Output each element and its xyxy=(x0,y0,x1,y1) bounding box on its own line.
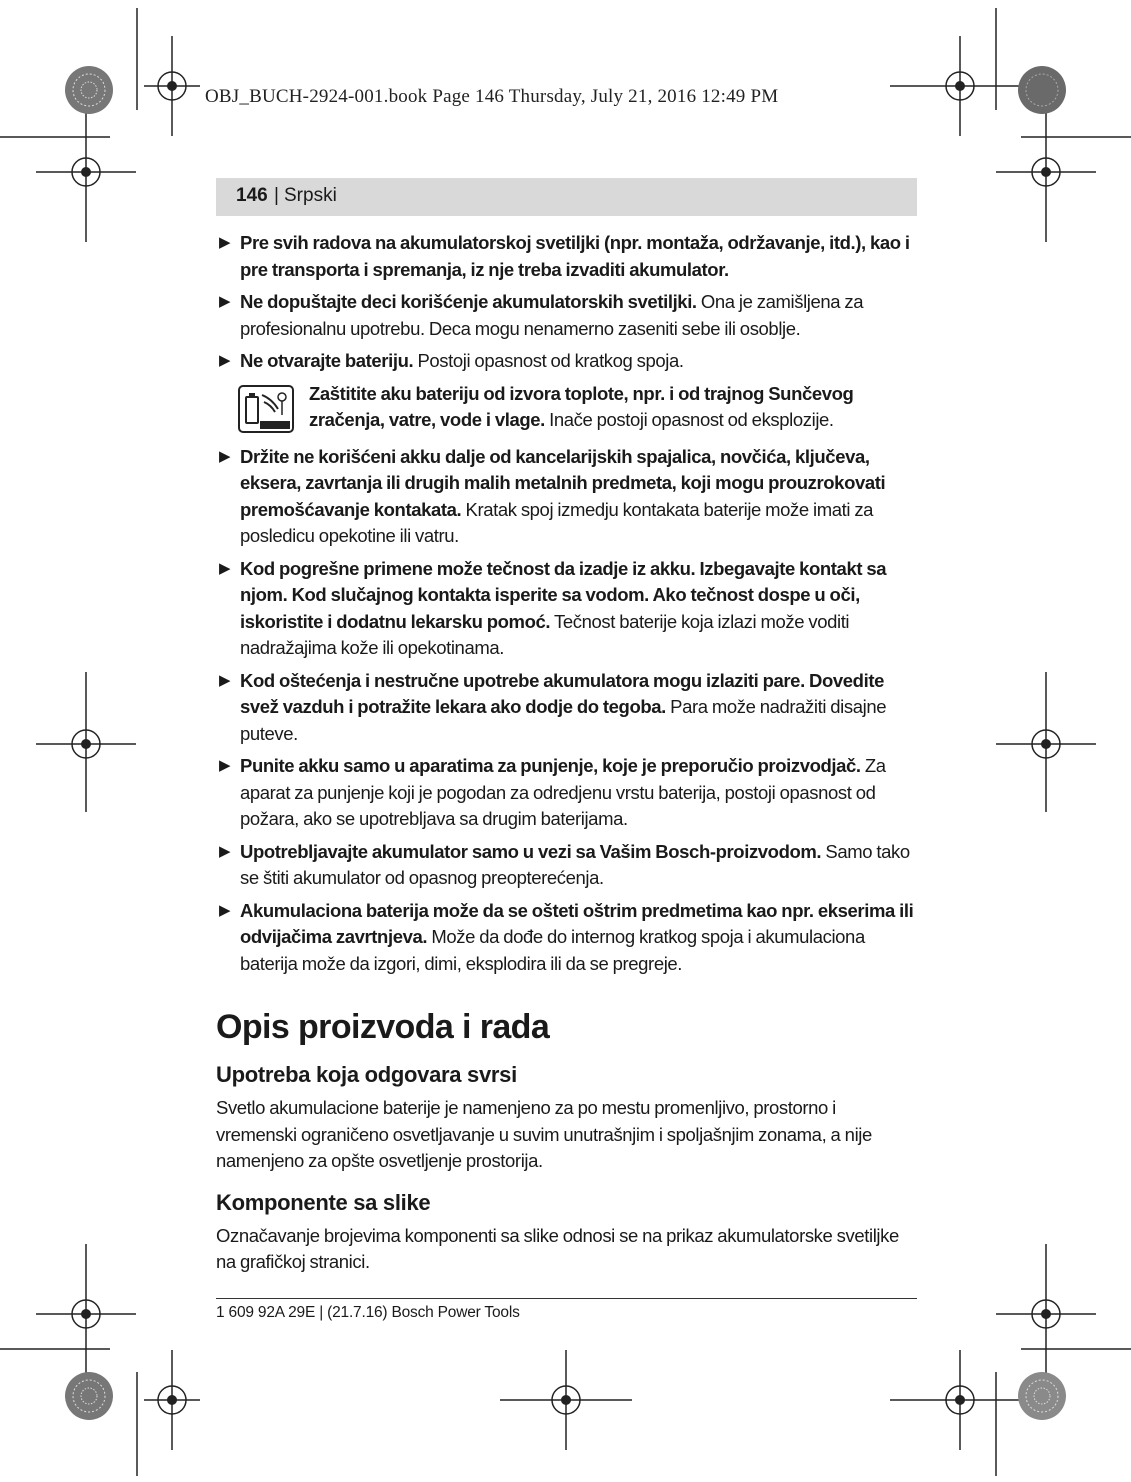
page-number: 146 xyxy=(236,185,268,206)
safety-bullet xyxy=(216,839,918,892)
subsection-title-components: Komponente sa slike xyxy=(216,1189,431,1215)
bullet-arrow-icon: ▶ xyxy=(219,901,231,919)
header-separator: | xyxy=(274,185,279,206)
safety-bullet xyxy=(216,668,918,748)
page-content xyxy=(216,230,918,1290)
bullet-text: Može da dođe do internog kratkog spoja i akumulaciona baterija može da izgori, dimi, eksplodira ili da se pregreje. xyxy=(240,926,865,974)
battery-heat-warning-icon xyxy=(238,385,294,433)
heat-warning-notice xyxy=(216,381,918,434)
bullet-text: Tečnost baterije koja izlazi može voditi nadražajima kože ili opekotinama. xyxy=(240,610,850,658)
components-paragraph: Označavanje brojevima komponenti sa slike odnosi se na prikaz akumulatorske svetiljke na grafičkoj stranici. xyxy=(216,1224,899,1272)
intended-use-paragraph: Svetlo akumulacione baterije je namenjeno za po mestu promenljivo, prostorno i vremenski ograničeno osvetljavanje u suvim unutrašnjim i spoljašnjim zonama, a nije namenjeno za opšte osvetljenje prostorija. xyxy=(216,1097,872,1171)
bullet-arrow-icon: ▶ xyxy=(219,559,231,577)
bullet-arrow-icon: ▶ xyxy=(219,842,231,860)
bullet-bold-text: Ne otvarajte bateriju. xyxy=(240,350,414,371)
subsection-title-intended-use: Upotreba koja odgovara svrsi xyxy=(216,1062,517,1087)
section-title: Opis proizvoda i rada xyxy=(216,1008,550,1046)
running-header xyxy=(216,178,917,216)
footer-text: 1 609 92A 29E | (21.7.16) Bosch Power Tools xyxy=(216,1304,520,1321)
language-label: Srpski xyxy=(284,185,337,206)
bullet-text: Samo tako se štiti akumulator od opasnog preopterećenja. xyxy=(240,840,910,888)
bullet-arrow-icon: ▶ xyxy=(219,671,231,689)
bullet-bold-text: Kod pogrešne primene može tečnost da izadje iz akku. Izbegavajte kontakt sa njom. Kod slučajnog kontakta isperite sa vodom. Ako tečnost dospe u oči, iskoristite i dodatnu lekarsku pomoć. xyxy=(240,557,887,632)
bullet-bold-text: Držite ne korišćeni akku dalje od kancelarijskih spajalica, novčića, ključeva, eksera, zavrtanja ili drugih malih metalnih predmeta, koji mogu prouzrokovati premošćavanje kontakata. xyxy=(240,445,886,520)
bullet-bold-text: Kod oštećenja i nestručne upotrebe akumulatora mogu izlaziti pare. Dovedite svež vazduh i potražite lekara ako dodje do tegoba. xyxy=(240,669,884,717)
bullet-bold-text: Pre svih radova na akumulatorskoj svetiljki (npr. montaža, održavanje, itd.), kao i pre transporta i spremanja, iz nje treba izvaditi akumulator. xyxy=(240,232,910,280)
bullet-bold-text: Punite akku samo u aparatima za punjenje, koje je preporučio proizvodjač. xyxy=(240,755,861,776)
bullet-bold-text: Ne dopuštajte deci korišćenje akumulatorskih svetiljki. xyxy=(240,291,697,312)
safety-bullet xyxy=(216,444,918,550)
safety-bullet xyxy=(216,230,918,283)
bullet-text: Postoji opasnost od kratkog spoja. xyxy=(413,350,684,371)
bullet-arrow-icon: ▶ xyxy=(219,757,231,774)
bullet-bold-text: Akumulaciona baterija može da se ošteti oštrim predmetima kao npr. ekserima ili odvijačima zavrtnjeva. xyxy=(240,899,914,947)
bullet-arrow-icon: ▶ xyxy=(219,447,231,465)
print-header: OBJ_BUCH-2924-001.book Page 146 Thursday, July 21, 2016 12:49 PM xyxy=(205,86,779,107)
safety-bullet xyxy=(216,898,918,978)
bullet-text: Ona je zamišljena za profesionalnu upotrebu. Deca mogu nenamerno zaseniti sebe ili osoblje. xyxy=(240,291,864,339)
bullet-bold-text: Upotrebljavajte akumulator samo u vezi sa Vašim Bosch-proizvodom. xyxy=(240,840,822,862)
bullet-text: Kratak spoj izmedju kontakata baterije može imati za posledicu opekotine ili vatru. xyxy=(240,498,874,546)
bullet-arrow-icon: ▶ xyxy=(219,352,231,369)
notice-bold-text: Zaštitite aku bateriju od izvora toplote, npr. i od trajnog Sunčevog zračenja, vatre, vode i vlage. xyxy=(309,382,854,430)
bullet-arrow-icon: ▶ xyxy=(219,234,231,251)
footer-divider xyxy=(216,1298,917,1299)
safety-bullet xyxy=(216,348,918,375)
bullet-text: Para može nadražiti disajne puteve. xyxy=(240,696,887,744)
safety-bullet xyxy=(216,289,918,342)
safety-bullet xyxy=(216,556,918,662)
safety-bullet xyxy=(216,753,918,833)
bullet-text: Za aparat za punjenje koji je pogodan za odredjenu vrstu baterija, postoji opasnost od požara, ako se upotrebljava sa drugim baterijama. xyxy=(240,755,886,829)
notice-text: Inače postoji opasnost od eksplozije. xyxy=(544,409,834,430)
bullet-arrow-icon: ▶ xyxy=(219,293,231,310)
